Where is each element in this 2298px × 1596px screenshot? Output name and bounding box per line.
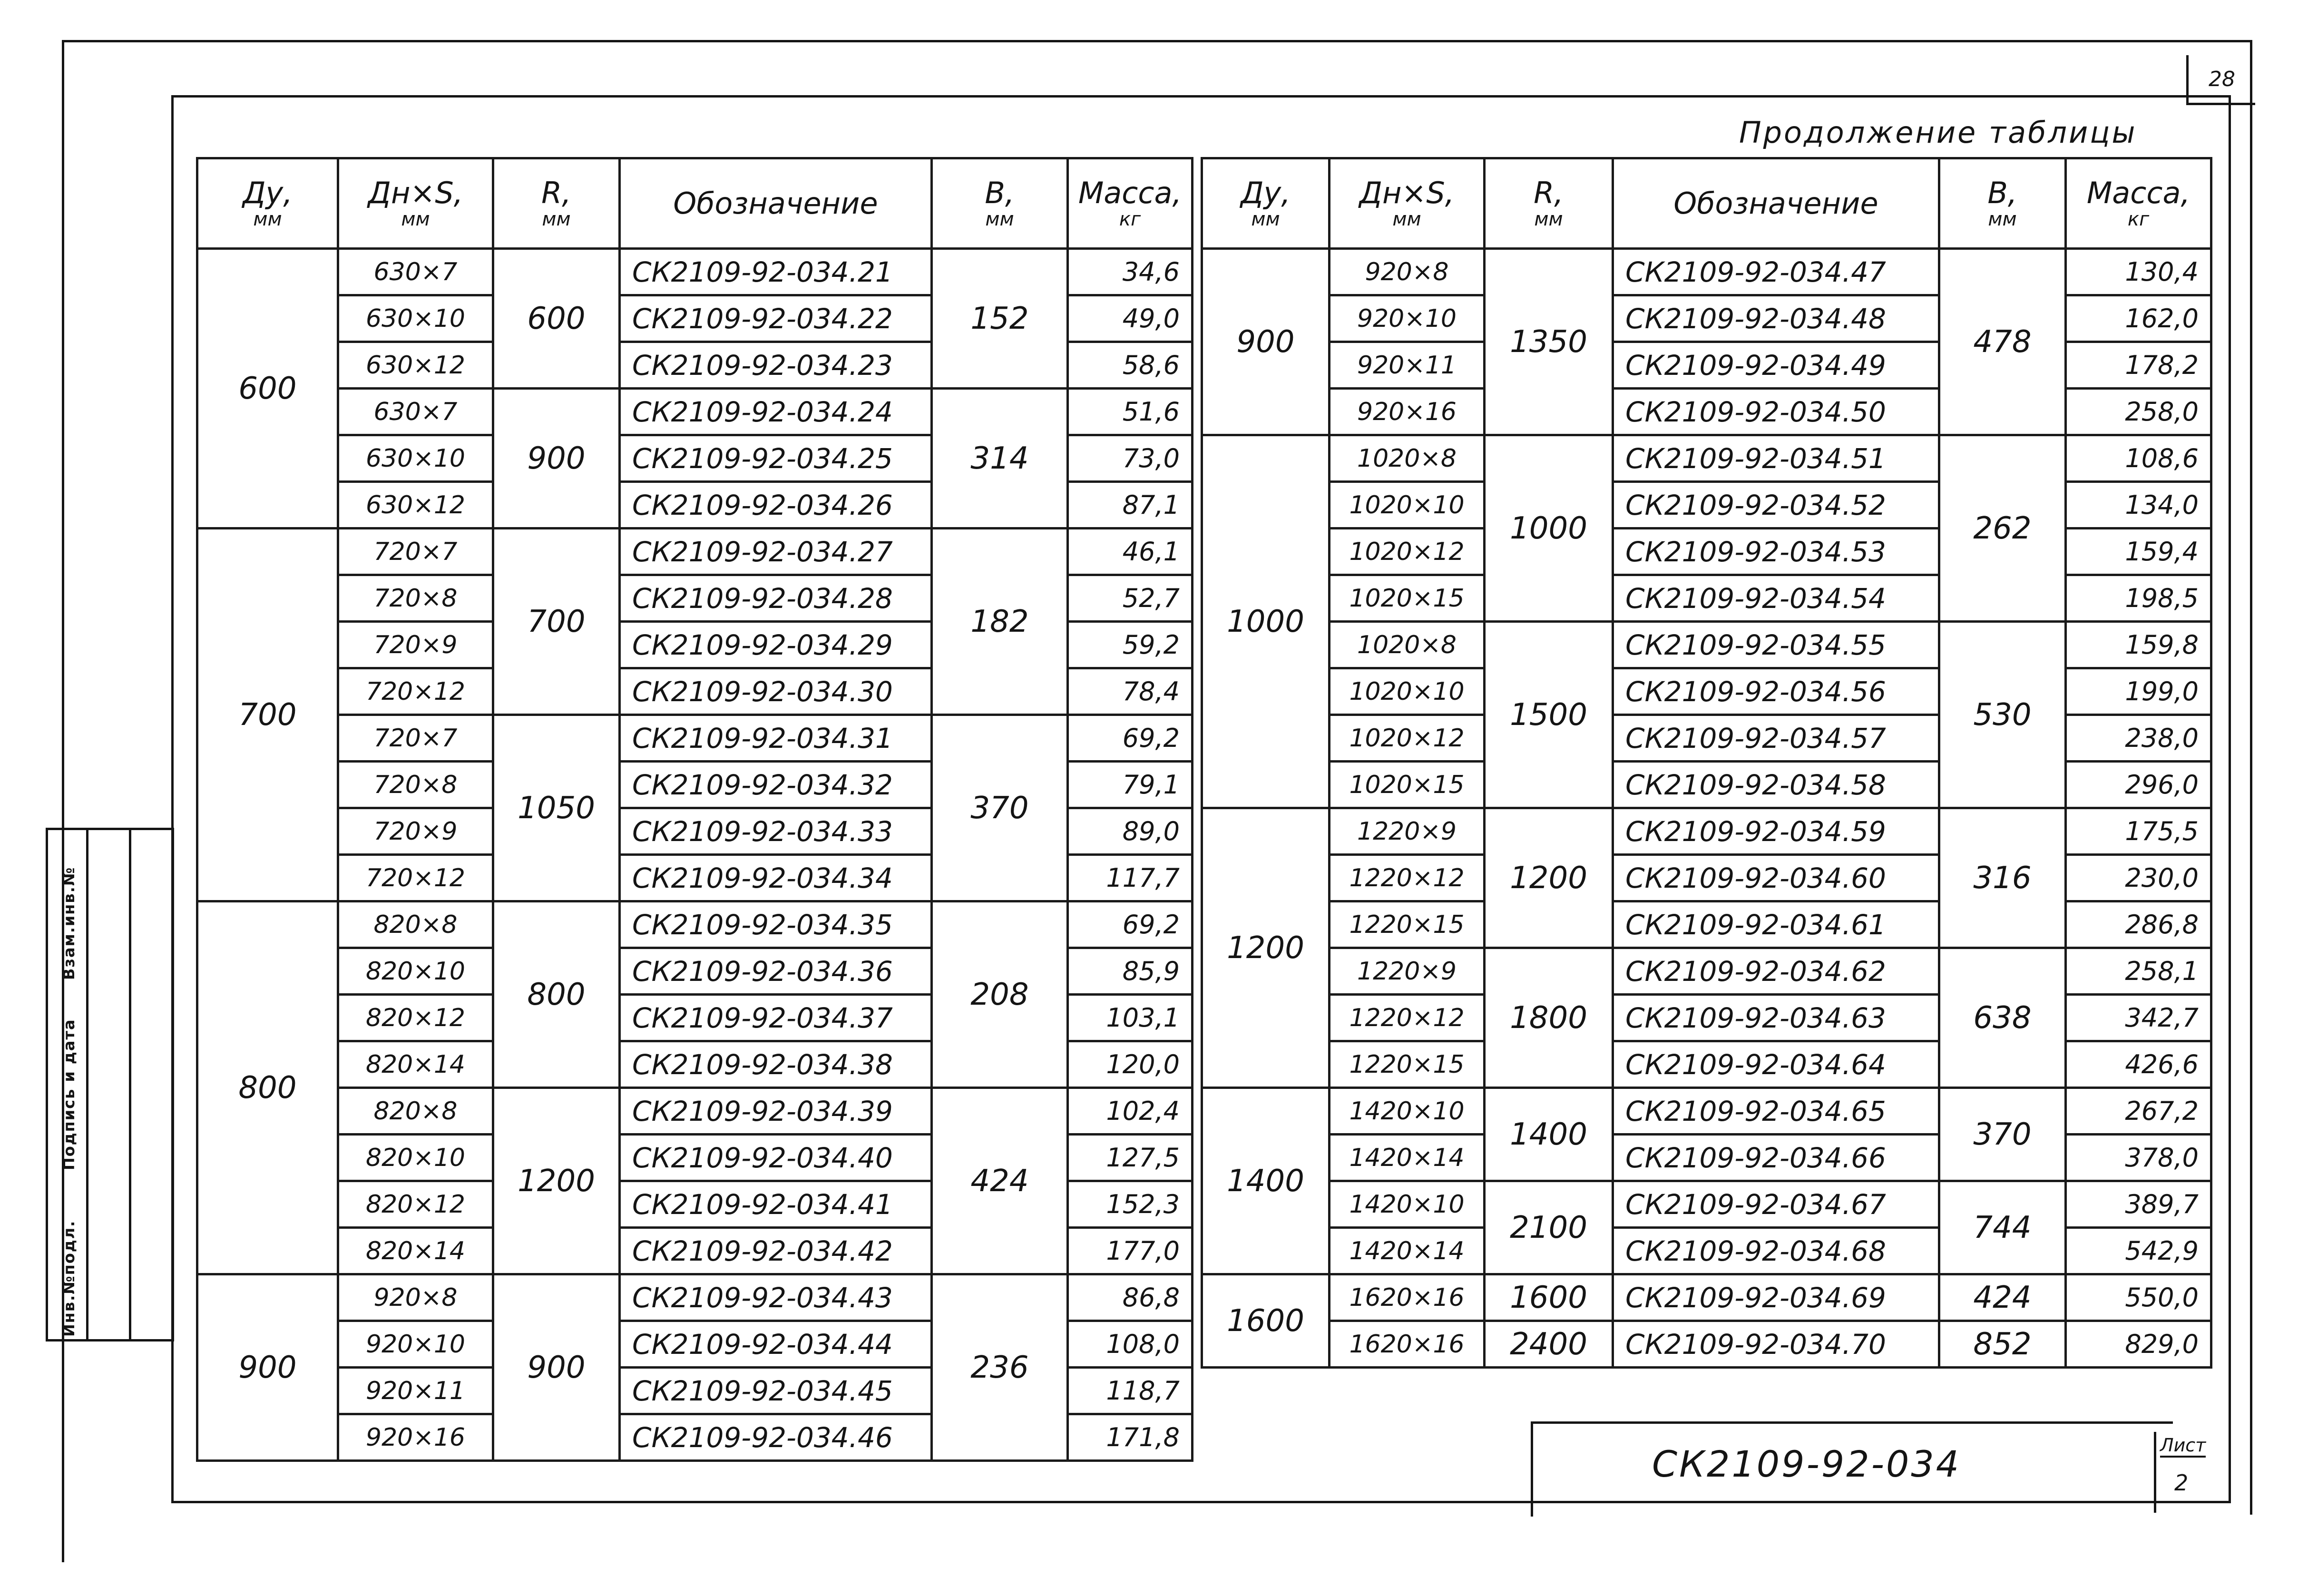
cell-mass: 127,5 <box>1068 1135 1193 1181</box>
cell-designation: СК2109-92-034.66 <box>1613 1135 1939 1181</box>
cell-dn-s: 630×7 <box>338 249 493 295</box>
cell-designation: СК2109-92-034.44 <box>620 1321 932 1368</box>
header-du: Ду, мм <box>1202 158 1330 249</box>
cell-mass: 58,6 <box>1068 342 1193 389</box>
cell-dn-s: 720×8 <box>338 575 493 622</box>
header-dn-s: Дн×S, мм <box>1330 158 1485 249</box>
cell-du: 900 <box>197 1274 338 1461</box>
cell-mass: 130,4 <box>2066 249 2211 295</box>
cell-mass: 286,8 <box>2066 901 2211 948</box>
cell-dn-s: 820×10 <box>338 1135 493 1181</box>
cell-r: 1200 <box>1485 808 1613 948</box>
cell-dn-s: 630×10 <box>338 435 493 482</box>
cell-dn-s: 1020×15 <box>1330 575 1485 622</box>
cell-designation: СК2109-92-034.26 <box>620 482 932 529</box>
sheet-page: 2 <box>2174 1470 2189 1496</box>
cell-mass: 378,0 <box>2066 1135 2211 1181</box>
cell-mass: 198,5 <box>2066 575 2211 622</box>
table-row <box>1202 1321 2211 1368</box>
cell-du: 600 <box>197 249 338 529</box>
cell-du: 1600 <box>1202 1274 1330 1368</box>
cell-designation: СК2109-92-034.48 <box>1613 295 1939 342</box>
cell-designation: СК2109-92-034.23 <box>620 342 932 389</box>
cell-mass: 175,5 <box>2066 808 2211 855</box>
cell-designation: СК2109-92-034.70 <box>1613 1321 1939 1368</box>
header-mass: Масса, кг <box>1068 158 1193 249</box>
header-dn-s: Дн×S, мм <box>338 158 493 249</box>
cell-designation: СК2109-92-034.65 <box>1613 1088 1939 1135</box>
cell-b: 208 <box>932 901 1068 1088</box>
cell-designation: СК2109-92-034.62 <box>1613 948 1939 995</box>
cell-mass: 89,0 <box>1068 808 1193 855</box>
cell-du: 700 <box>197 529 338 901</box>
cell-dn-s: 1420×10 <box>1330 1181 1485 1228</box>
cell-designation: СК2109-92-034.36 <box>620 948 932 995</box>
cell-dn-s: 920×11 <box>1330 342 1485 389</box>
sheet-label: Лист <box>2160 1435 2206 1458</box>
cell-designation: СК2109-92-034.59 <box>1613 808 1939 855</box>
table-row <box>197 389 1193 435</box>
cell-b: 530 <box>1939 622 2066 808</box>
cell-designation: СК2109-92-034.47 <box>1613 249 1939 295</box>
cell-designation: СК2109-92-034.50 <box>1613 389 1939 435</box>
cell-dn-s: 720×12 <box>338 668 493 715</box>
cell-designation: СК2109-92-034.68 <box>1613 1228 1939 1274</box>
cell-r: 1350 <box>1485 249 1613 435</box>
cell-designation: СК2109-92-034.61 <box>1613 901 1939 948</box>
cell-dn-s: 720×9 <box>338 622 493 668</box>
cell-designation: СК2109-92-034.40 <box>620 1135 932 1181</box>
cell-mass: 342,7 <box>2066 995 2211 1041</box>
cell-dn-s: 920×16 <box>338 1414 493 1461</box>
cell-designation: СК2109-92-034.39 <box>620 1088 932 1135</box>
cell-dn-s: 1220×9 <box>1330 948 1485 995</box>
cell-mass: 103,1 <box>1068 995 1193 1041</box>
cell-designation: СК2109-92-034.28 <box>620 575 932 622</box>
cell-designation: СК2109-92-034.45 <box>620 1368 932 1414</box>
cell-mass: 108,0 <box>1068 1321 1193 1368</box>
cell-dn-s: 1020×12 <box>1330 529 1485 575</box>
table-row <box>1202 1181 2211 1228</box>
cell-b: 744 <box>1939 1181 2066 1274</box>
cell-designation: СК2109-92-034.41 <box>620 1181 932 1228</box>
cell-dn-s: 820×14 <box>338 1041 493 1088</box>
header-du: Ду, мм <box>197 158 338 249</box>
cell-dn-s: 820×8 <box>338 901 493 948</box>
cell-r: 1500 <box>1485 622 1613 808</box>
cell-dn-s: 720×8 <box>338 762 493 808</box>
cell-dn-s: 1620×16 <box>1330 1321 1485 1368</box>
right-table-body <box>1202 249 2211 1368</box>
cell-dn-s: 630×10 <box>338 295 493 342</box>
cell-mass: 177,0 <box>1068 1228 1193 1274</box>
cell-mass: 199,0 <box>2066 668 2211 715</box>
table-row <box>1202 249 2211 295</box>
cell-designation: СК2109-92-034.46 <box>620 1414 932 1461</box>
sheet-number: 28 <box>2186 55 2255 105</box>
cell-designation: СК2109-92-034.51 <box>1613 435 1939 482</box>
cell-r: 2100 <box>1485 1181 1613 1274</box>
cell-designation: СК2109-92-034.25 <box>620 435 932 482</box>
cell-mass: 171,8 <box>1068 1414 1193 1461</box>
cell-mass: 258,1 <box>2066 948 2211 995</box>
cell-du: 900 <box>1202 249 1330 435</box>
cell-dn-s: 920×8 <box>1330 249 1485 295</box>
cell-r: 900 <box>493 389 620 529</box>
cell-r: 1600 <box>1485 1274 1613 1321</box>
cell-mass: 152,3 <box>1068 1181 1193 1228</box>
sheet-box <box>2154 1432 2206 1513</box>
cell-b: 852 <box>1939 1321 2066 1368</box>
cell-mass: 178,2 <box>2066 342 2211 389</box>
cell-dn-s: 820×12 <box>338 995 493 1041</box>
cell-designation: СК2109-92-034.53 <box>1613 529 1939 575</box>
cell-mass: 230,0 <box>2066 855 2211 901</box>
cell-b: 424 <box>1939 1274 2066 1321</box>
cell-mass: 550,0 <box>2066 1274 2211 1321</box>
cell-designation: СК2109-92-034.60 <box>1613 855 1939 901</box>
cell-dn-s: 1220×9 <box>1330 808 1485 855</box>
cell-du: 1400 <box>1202 1088 1330 1274</box>
cell-du: 800 <box>197 901 338 1274</box>
cell-mass: 162,0 <box>2066 295 2211 342</box>
cell-dn-s: 630×7 <box>338 389 493 435</box>
cell-dn-s: 920×10 <box>1330 295 1485 342</box>
cell-designation: СК2109-92-034.21 <box>620 249 932 295</box>
header-b: B, мм <box>932 158 1068 249</box>
cell-mass: 59,2 <box>1068 622 1193 668</box>
table-row <box>1202 808 2211 855</box>
cell-mass: 120,0 <box>1068 1041 1193 1088</box>
left-table <box>196 157 1193 1462</box>
cell-mass: 87,1 <box>1068 482 1193 529</box>
cell-mass: 159,8 <box>2066 622 2211 668</box>
cell-mass: 52,7 <box>1068 575 1193 622</box>
cell-mass: 258,0 <box>2066 389 2211 435</box>
cell-designation: СК2109-92-034.57 <box>1613 715 1939 762</box>
cell-dn-s: 630×12 <box>338 482 493 529</box>
table-row <box>197 715 1193 762</box>
cell-mass: 102,4 <box>1068 1088 1193 1135</box>
table-row <box>197 901 1193 948</box>
cell-mass: 69,2 <box>1068 715 1193 762</box>
cell-designation: СК2109-92-034.43 <box>620 1274 932 1321</box>
cell-mass: 426,6 <box>2066 1041 2211 1088</box>
cell-mass: 51,6 <box>1068 389 1193 435</box>
cell-dn-s: 1020×10 <box>1330 668 1485 715</box>
cell-mass: 118,7 <box>1068 1368 1193 1414</box>
table-row <box>197 529 1193 575</box>
cell-mass: 78,4 <box>1068 668 1193 715</box>
cell-b: 182 <box>932 529 1068 715</box>
header-r: R, мм <box>493 158 620 249</box>
title-block <box>1531 1421 2173 1517</box>
cell-dn-s: 1420×14 <box>1330 1228 1485 1274</box>
cell-designation: СК2109-92-034.33 <box>620 808 932 855</box>
document-code: СК2109-92-034 <box>1652 1443 1961 1485</box>
cell-r: 2400 <box>1485 1321 1613 1368</box>
cell-r: 1200 <box>493 1088 620 1274</box>
cell-b: 370 <box>1939 1088 2066 1181</box>
cell-r: 1800 <box>1485 948 1613 1088</box>
cell-dn-s: 1020×10 <box>1330 482 1485 529</box>
cell-dn-s: 820×12 <box>338 1181 493 1228</box>
cell-dn-s: 820×8 <box>338 1088 493 1135</box>
cell-designation: СК2109-92-034.55 <box>1613 622 1939 668</box>
cell-mass: 85,9 <box>1068 948 1193 995</box>
cell-dn-s: 1220×12 <box>1330 855 1485 901</box>
cell-b: 638 <box>1939 948 2066 1088</box>
cell-dn-s: 720×12 <box>338 855 493 901</box>
table-row <box>1202 435 2211 482</box>
table-row <box>197 1274 1193 1321</box>
cell-mass: 159,4 <box>2066 529 2211 575</box>
cell-dn-s: 720×9 <box>338 808 493 855</box>
cell-designation: СК2109-92-034.56 <box>1613 668 1939 715</box>
cell-designation: СК2109-92-034.34 <box>620 855 932 901</box>
cell-dn-s: 920×11 <box>338 1368 493 1414</box>
cell-b: 424 <box>932 1088 1068 1274</box>
stamp-inv-original: Инв.№подл. <box>60 1220 78 1337</box>
cell-mass: 829,0 <box>2066 1321 2211 1368</box>
cell-mass: 49,0 <box>1068 295 1193 342</box>
table-row <box>1202 948 2211 995</box>
cell-dn-s: 920×16 <box>1330 389 1485 435</box>
cell-designation: СК2109-92-034.32 <box>620 762 932 808</box>
cell-dn-s: 1220×15 <box>1330 901 1485 948</box>
cell-designation: СК2109-92-034.35 <box>620 901 932 948</box>
cell-designation: СК2109-92-034.29 <box>620 622 932 668</box>
cell-designation: СК2109-92-034.27 <box>620 529 932 575</box>
cell-mass: 542,9 <box>2066 1228 2211 1274</box>
outer-frame-right <box>2250 40 2252 1515</box>
cell-designation: СК2109-92-034.49 <box>1613 342 1939 389</box>
cell-r: 800 <box>493 901 620 1088</box>
cell-mass: 73,0 <box>1068 435 1193 482</box>
cell-designation: СК2109-92-034.64 <box>1613 1041 1939 1088</box>
cell-dn-s: 1220×12 <box>1330 995 1485 1041</box>
cell-du: 1200 <box>1202 808 1330 1088</box>
cell-dn-s: 1020×8 <box>1330 435 1485 482</box>
cell-dn-s: 1220×15 <box>1330 1041 1485 1088</box>
cell-dn-s: 1020×15 <box>1330 762 1485 808</box>
stamp-col-2 <box>88 828 131 1341</box>
cell-designation: СК2109-92-034.67 <box>1613 1181 1939 1228</box>
cell-r: 1000 <box>1485 435 1613 622</box>
cell-r: 900 <box>493 1274 620 1461</box>
cell-b: 314 <box>932 389 1068 529</box>
cell-dn-s: 820×10 <box>338 948 493 995</box>
table-row <box>197 249 1193 295</box>
cell-b: 152 <box>932 249 1068 389</box>
left-table-body <box>197 249 1193 1461</box>
cell-designation: СК2109-92-034.22 <box>620 295 932 342</box>
cell-b: 262 <box>1939 435 2066 622</box>
cell-designation: СК2109-92-034.54 <box>1613 575 1939 622</box>
cell-mass: 69,2 <box>1068 901 1193 948</box>
cell-designation: СК2109-92-034.24 <box>620 389 932 435</box>
header-designation: Обозначение <box>1613 158 1939 249</box>
cell-dn-s: 1620×16 <box>1330 1274 1485 1321</box>
cell-designation: СК2109-92-034.42 <box>620 1228 932 1274</box>
cell-b: 370 <box>932 715 1068 901</box>
cell-designation: СК2109-92-034.30 <box>620 668 932 715</box>
cell-r: 1400 <box>1485 1088 1613 1181</box>
cell-dn-s: 1020×8 <box>1330 622 1485 668</box>
cell-mass: 86,8 <box>1068 1274 1193 1321</box>
cell-mass: 108,6 <box>2066 435 2211 482</box>
cell-dn-s: 820×14 <box>338 1228 493 1274</box>
cell-dn-s: 1420×14 <box>1330 1135 1485 1181</box>
cell-mass: 238,0 <box>2066 715 2211 762</box>
cell-mass: 296,0 <box>2066 762 2211 808</box>
cell-designation: СК2109-92-034.31 <box>620 715 932 762</box>
margin-stamp <box>46 828 174 1341</box>
header-b: B, мм <box>1939 158 2066 249</box>
cell-mass: 117,7 <box>1068 855 1193 901</box>
outer-frame-top <box>62 40 2250 42</box>
table-row <box>1202 1274 2211 1321</box>
cell-b: 316 <box>1939 808 2066 948</box>
cell-dn-s: 720×7 <box>338 529 493 575</box>
cell-designation: СК2109-92-034.58 <box>1613 762 1939 808</box>
right-table <box>1201 157 2212 1369</box>
cell-designation: СК2109-92-034.38 <box>620 1041 932 1088</box>
table-row <box>197 1088 1193 1135</box>
stamp-signature-date: Подпись и дата <box>60 1018 78 1170</box>
cell-designation: СК2109-92-034.63 <box>1613 995 1939 1041</box>
cell-mass: 267,2 <box>2066 1088 2211 1135</box>
cell-dn-s: 1420×10 <box>1330 1088 1485 1135</box>
header-designation: Обозначение <box>620 158 932 249</box>
cell-r: 600 <box>493 249 620 389</box>
cell-mass: 79,1 <box>1068 762 1193 808</box>
cell-designation: СК2109-92-034.37 <box>620 995 932 1041</box>
cell-mass: 46,1 <box>1068 529 1193 575</box>
continuation-label: Продолжение таблицы <box>1739 115 2137 150</box>
cell-dn-s: 720×7 <box>338 715 493 762</box>
cell-du: 1000 <box>1202 435 1330 808</box>
cell-r: 700 <box>493 529 620 715</box>
cell-dn-s: 920×8 <box>338 1274 493 1321</box>
cell-mass: 34,6 <box>1068 249 1193 295</box>
cell-dn-s: 1020×12 <box>1330 715 1485 762</box>
cell-dn-s: 920×10 <box>338 1321 493 1368</box>
cell-r: 1050 <box>493 715 620 901</box>
cell-mass: 389,7 <box>2066 1181 2211 1228</box>
cell-designation: СК2109-92-034.69 <box>1613 1274 1939 1321</box>
cell-designation: СК2109-92-034.52 <box>1613 482 1939 529</box>
cell-b: 236 <box>932 1274 1068 1461</box>
cell-mass: 134,0 <box>2066 482 2211 529</box>
table-row <box>1202 1088 2211 1135</box>
stamp-replaced-inv: Взам.инв.№ <box>60 866 78 980</box>
header-r: R, мм <box>1485 158 1613 249</box>
header-mass: Масса, кг <box>2066 158 2211 249</box>
table-row <box>1202 622 2211 668</box>
cell-dn-s: 630×12 <box>338 342 493 389</box>
cell-b: 478 <box>1939 249 2066 435</box>
